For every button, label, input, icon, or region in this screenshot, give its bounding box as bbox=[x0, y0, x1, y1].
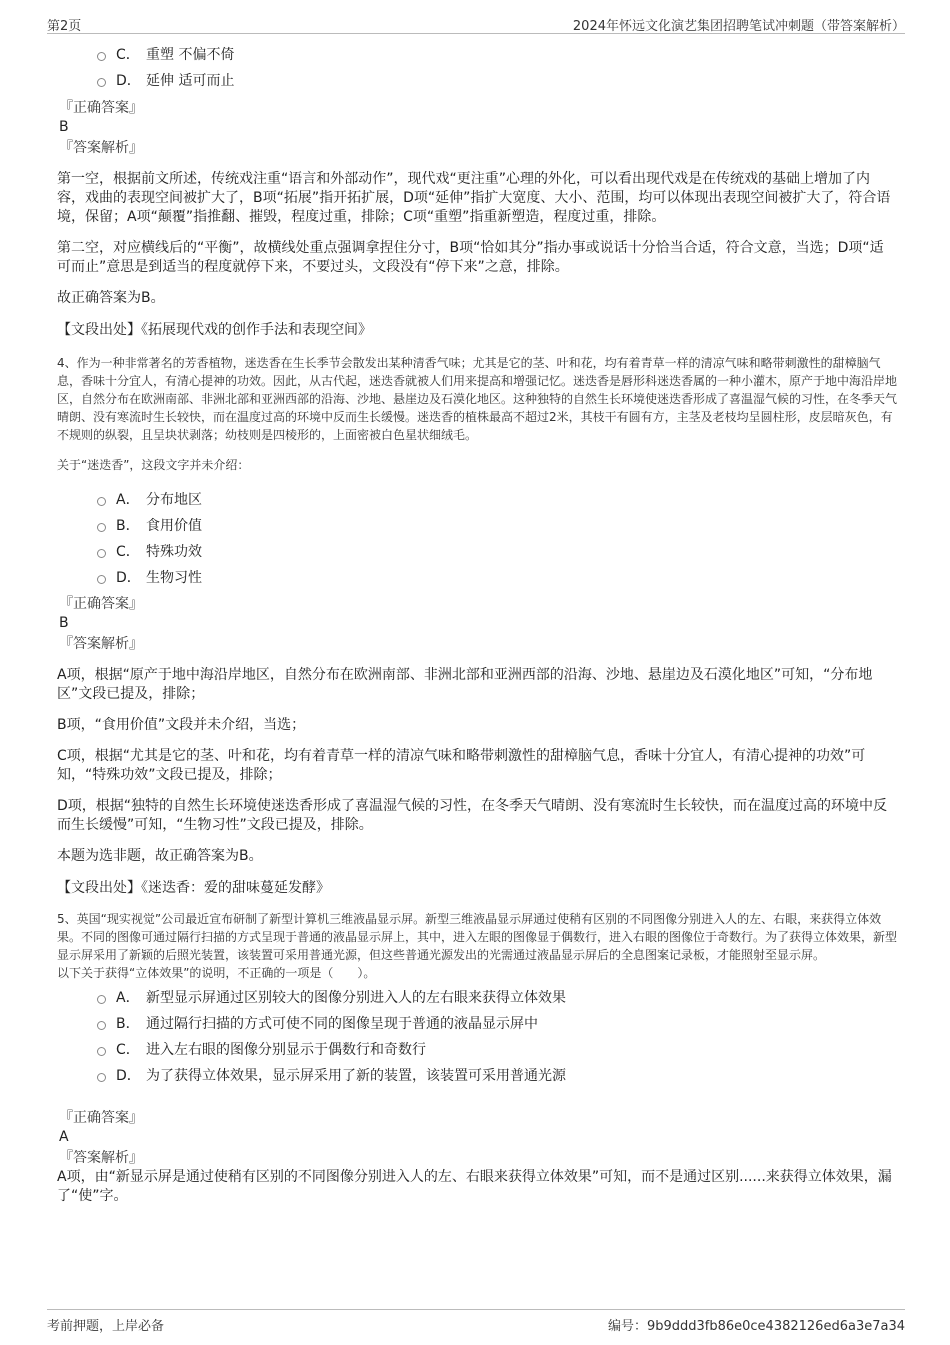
analysis-paragraph: 第一空，根据前文所述，传统戏注重“语言和外部动作”，现代戏“更注重”心理的外化，可以看出现代戏是在传统戏的基础上增加了内容，戏曲的表现空间被扩大了，B项“拓展”指开拓扩展，D项“延伸”指扩大宽度、大小、范围，均可以体现出表现空间被扩大了，符合语境，保留；A项“颠覆”指推翻、摧毁，程度过重，排除；C项“重塑”指重新塑造，程度过重，排除。 bbox=[57, 171, 891, 225]
radio-icon[interactable] bbox=[97, 575, 106, 584]
option-a[interactable]: A． 新型显示屏通过区别较大的图像分别进入人的左右眼来获得立体效果 bbox=[57, 984, 897, 1010]
analysis-paragraph: C项，根据“尤其是它的茎、叶和花，均有着青草一样的清凉气味和略带刺激性的甜樟脑气息，香味十分宜人，有清心提神的功效”可知，“特殊功效”文段已提及，排除； bbox=[57, 748, 866, 783]
source-citation: 【文段出处】《拓展现代戏的创作手法和表现空间》 bbox=[57, 322, 372, 338]
answer-value: B bbox=[59, 119, 69, 135]
answer-label: 『正确答案』 bbox=[59, 596, 143, 612]
option-d[interactable]: D． 延伸 适可而止 bbox=[57, 67, 897, 93]
q5-options bbox=[57, 984, 897, 1088]
answer-value: B bbox=[59, 615, 69, 631]
radio-icon[interactable] bbox=[97, 1073, 106, 1082]
option-c[interactable]: C． 特殊功效 bbox=[57, 538, 897, 564]
analysis-paragraph: D项，根据“独特的自然生长环境使迷迭香形成了喜温湿气候的习性，在冬季天气晴朗、没有寒流时生长较快，而在温度过高的环境中反而生长缓慢”可知，“生物习性”文段已提及，排除。 bbox=[57, 798, 888, 833]
option-c[interactable]: C． 进入左右眼的图像分别显示于偶数行和奇数行 bbox=[57, 1036, 897, 1062]
answer-label: 『正确答案』 bbox=[59, 100, 143, 116]
document-title: 2024年怀远文化演艺集团招聘笔试冲刺题（带答案解析） bbox=[572, 19, 905, 34]
analysis-paragraph: 本题为选非题，故正确答案为B。 bbox=[57, 848, 263, 864]
analysis-paragraph: 故正确答案为B。 bbox=[57, 290, 165, 306]
option-b[interactable]: B． 通过隔行扫描的方式可使不同的图像呈现于普通的液晶显示屏中 bbox=[57, 1010, 897, 1036]
analysis-label: 『答案解析』 bbox=[59, 1150, 143, 1166]
q3-options bbox=[57, 41, 897, 93]
answer-label: 『正确答案』 bbox=[59, 1110, 143, 1126]
page-header bbox=[47, 12, 905, 34]
option-a[interactable]: A． 分布地区 bbox=[57, 486, 897, 512]
radio-icon[interactable] bbox=[97, 549, 106, 558]
answer-value: A bbox=[59, 1129, 69, 1145]
analysis-paragraph: B项，“食用价值”文段并未介绍，当选； bbox=[57, 717, 306, 733]
radio-icon[interactable] bbox=[97, 78, 106, 87]
page-number: 第2页 bbox=[47, 19, 82, 34]
q4-options bbox=[57, 486, 897, 590]
radio-icon[interactable] bbox=[97, 523, 106, 532]
analysis-paragraph: 第二空，对应横线后的“平衡”，故横线处重点强调拿捏住分寸，B项“恰如其分”指办事或说话十分恰当合适，符合文意，当选；D项“适可而止”意思是到适当的程度就停下来，不要过头，文段没有“停下来”之意，排除。 bbox=[57, 240, 884, 275]
analysis-label: 『答案解析』 bbox=[59, 636, 143, 652]
document-body bbox=[57, 38, 897, 1206]
source-citation: 【文段出处】《迷迭香：爱的甜味蔓延发酵》 bbox=[57, 880, 330, 896]
analysis-label: 『答案解析』 bbox=[59, 140, 143, 156]
radio-icon[interactable] bbox=[97, 995, 106, 1004]
option-b[interactable]: B． 食用价值 bbox=[57, 512, 897, 538]
footer-slogan: 考前押题，上岸必备 bbox=[47, 1319, 165, 1334]
question-stem: 5、英国“现实视觉”公司最近宣布研制了新型计算机三维液晶显示屏。新型三维液晶显示屏通过使稍有区别的不同图像分别进入人的左、右眼，来获得立体效果。不同的图像可通过隔行扫描的方式呈现于普通的液晶显示屏上，其中，进入左眼的图像显于偶数行，进入右眼的图像位于奇数行。为了获得立体效果，新型显示屏采用了新颖的后照光装置，该装置可采用普通光源，但这些普通光源发出的光需通过液晶显示屏后的全息图案记录板，才能照射至显示屏。 bbox=[57, 912, 898, 962]
page-footer bbox=[47, 1309, 905, 1333]
radio-icon[interactable] bbox=[97, 1047, 106, 1056]
analysis-paragraph: A项，由“新显示屏是通过使稍有区别的不同图像分别进入人的左、右眼来获得立体效果”可知，而不是通过区别......来获得立体效果，漏了“使”字。 bbox=[57, 1169, 892, 1204]
question-prompt: 以下关于获得“立体效果”的说明，不正确的一项是（ ）。 bbox=[57, 966, 376, 980]
radio-icon[interactable] bbox=[97, 497, 106, 506]
question-stem: 4、作为一种非常著名的芳香植物，迷迭香在生长季节会散发出某种清香气味；尤其是它的茎、叶和花，均有着青草一样的清凉气味和略带刺激性的甜樟脑气息，香味十分宜人，有清心提神的功效。因此，从古代起，迷迭香就被人们用来提高和增强记忆。迷迭香是唇形科迷迭香属的一种小灌木，原产于地中海沿岸地区，自然分布在欧洲南部、非洲北部和亚洲西部的沿海、沙地、悬崖边及石漠化地区。这种独特的自然生长环境使迷迭香形成了喜温湿气候的习性，在冬季天气晴朗、没有寒流时生长较快，而在温度过高的环境中反而生长缓慢。迷迭香的植株最高不超过2米，其枝干有圆有方，主茎及老枝均呈圆柱形，皮层暗灰色，有不规则的纵裂，且呈块状剥落；幼枝则是四棱形的，上面密被白色星状细绒毛。 bbox=[57, 356, 898, 442]
option-c[interactable]: C． 重塑 不偏不倚 bbox=[57, 41, 897, 67]
document-id: 编号：9b9ddd3fb86e0ce4382126ed6a3e7a34 bbox=[607, 1319, 905, 1334]
question-prompt: 关于“迷迭香”，这段文字并未介绍： bbox=[57, 458, 250, 472]
option-d[interactable]: D． 生物习性 bbox=[57, 564, 897, 590]
option-d[interactable]: D． 为了获得立体效果，显示屏采用了新的装置，该装置可采用普通光源 bbox=[57, 1062, 897, 1088]
analysis-paragraph: A项，根据“原产于地中海沿岸地区，自然分布在欧洲南部、非洲北部和亚洲西部的沿海、沙地、悬崖边及石漠化地区”可知，“分布地区”文段已提及，排除； bbox=[57, 667, 873, 702]
radio-icon[interactable] bbox=[97, 1021, 106, 1030]
radio-icon[interactable] bbox=[97, 52, 106, 61]
